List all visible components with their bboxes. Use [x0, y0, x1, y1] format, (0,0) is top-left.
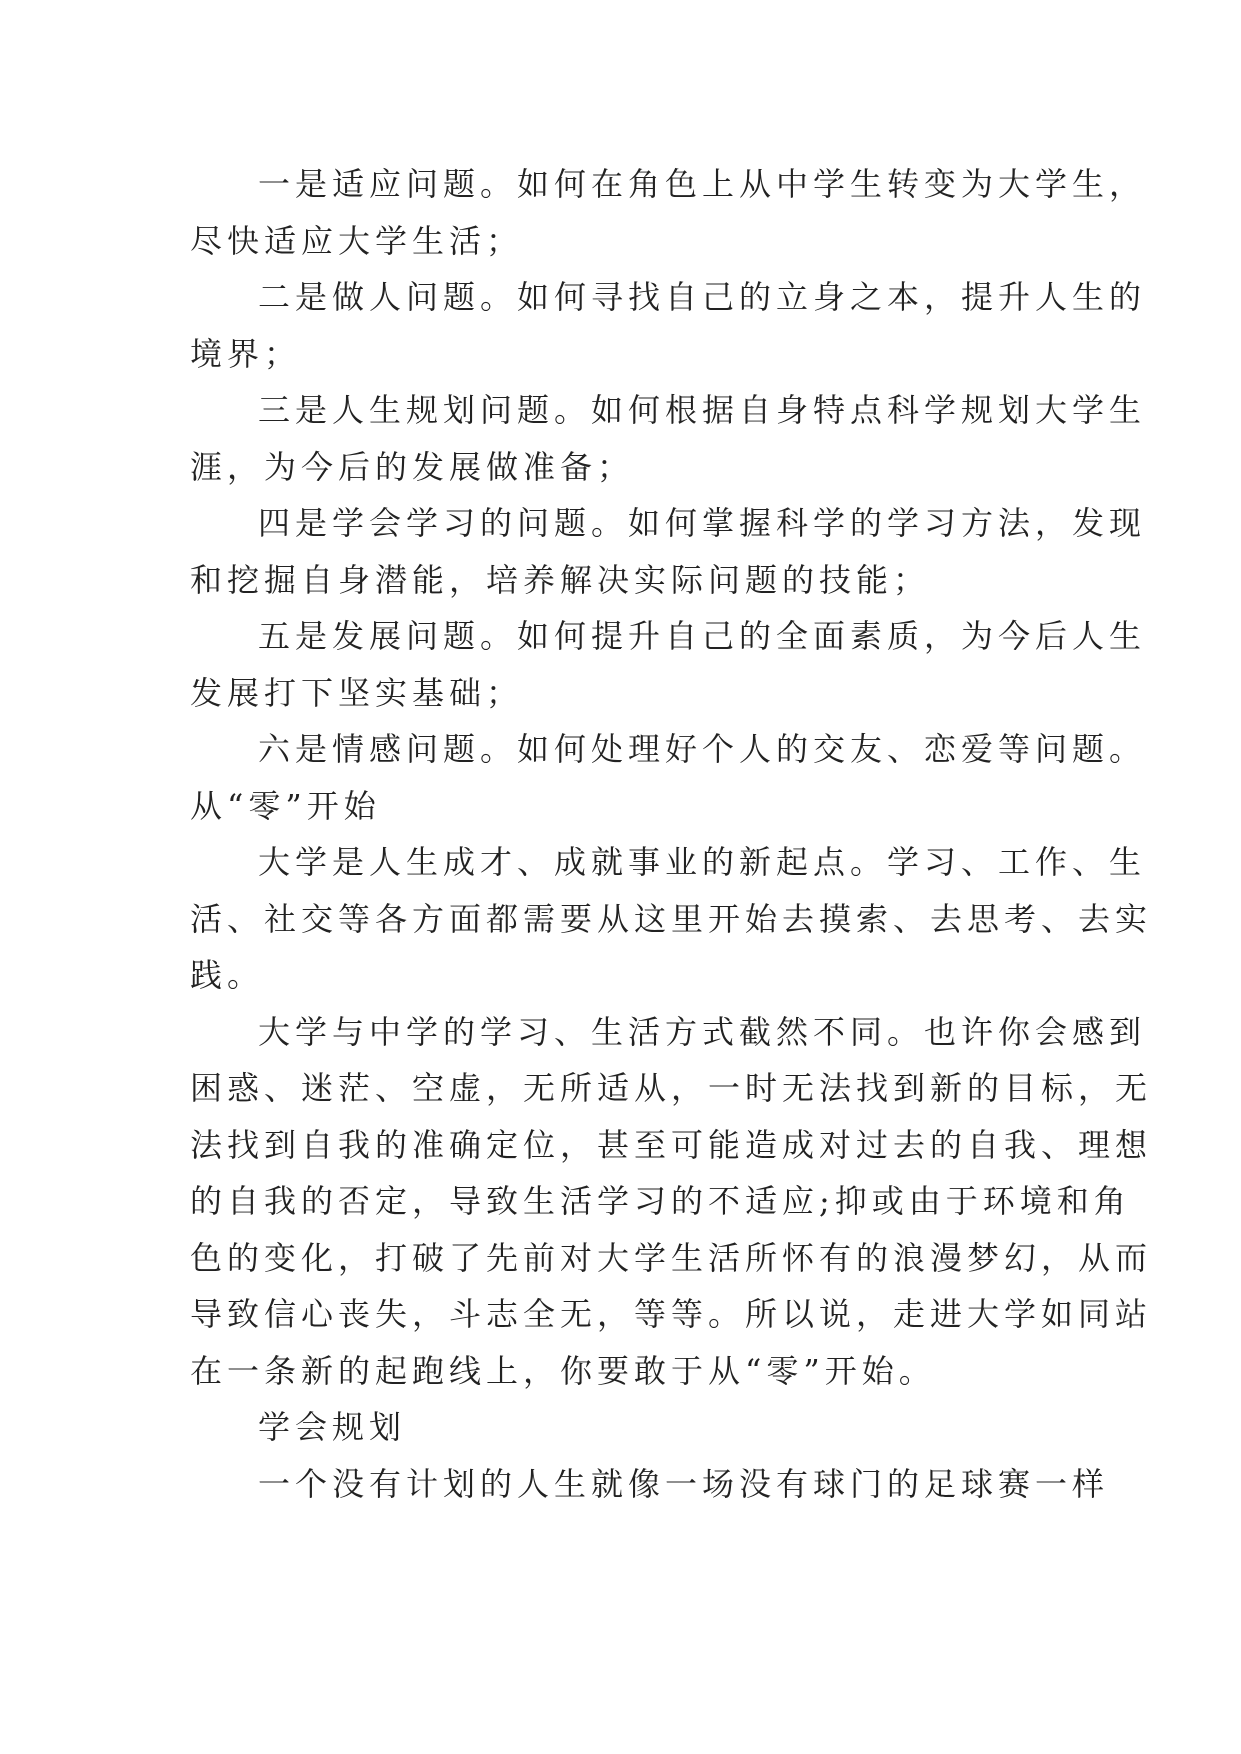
text-line: 五是发展问题。如何提升自己的全面素质，为今后人生: [258, 617, 1147, 655]
text-line: 一是适应问题。如何在角色上从中学生转变为大学生，: [258, 165, 1147, 203]
text-line: 大学是人生成才、成就事业的新起点。学习、工作、生: [258, 843, 1147, 881]
document-body: [190, 156, 1153, 1512]
text-line: 在一条新的起跑线上，你要敢于从“零”开始。: [190, 1351, 936, 1390]
text-line: 涯，为今后的发展做准备；: [190, 447, 635, 486]
text-line: 导致信心丧失，斗志全无，等等。所以说，走进大学如同站: [190, 1295, 1153, 1333]
text-line: 法找到自我的准确定位，甚至可能造成对过去的自我、理想: [190, 1125, 1153, 1164]
text-line: 一个没有计划的人生就像一场没有球门的足球赛一样: [258, 1464, 1110, 1503]
text-line: 四是学会学习的问题。如何掌握科学的学习方法，发现: [258, 504, 1147, 542]
section-heading: 从“零”开始: [190, 786, 381, 825]
text-line: 六是情感问题。如何处理好个人的交友、恋爱等问题。: [258, 730, 1147, 768]
text-line: 大学与中学的学习、生活方式截然不同。也许你会感到: [258, 1012, 1147, 1051]
text-line: 活、社交等各方面都需要从这里开始去摸索、去思考、去实: [190, 899, 1153, 938]
text-line: 境界；: [190, 334, 302, 373]
text-line: 发展打下坚实基础；: [190, 673, 524, 712]
text-line: 和挖掘自身潜能，培养解决实际问题的技能；: [190, 560, 931, 599]
text-line: 尽快适应大学生活；: [190, 221, 524, 260]
text-line: 二是做人问题。如何寻找自己的立身之本，提升人生的: [258, 278, 1147, 316]
text-line: 色的变化，打破了先前对大学生活所怀有的浪漫梦幻，从而: [190, 1238, 1153, 1277]
text-line: 践。: [190, 956, 265, 994]
text-line: 困惑、迷茫、空虚，无所适从，一时无法找到新的目标，无: [190, 1069, 1153, 1107]
text-line: 的自我的否定，导致生活学习的不适应;抑或由于环境和角: [190, 1182, 1131, 1220]
text-line: 三是人生规划问题。如何根据自身特点科学规划大学生: [258, 391, 1147, 429]
section-heading: 学会规划: [258, 1408, 407, 1446]
